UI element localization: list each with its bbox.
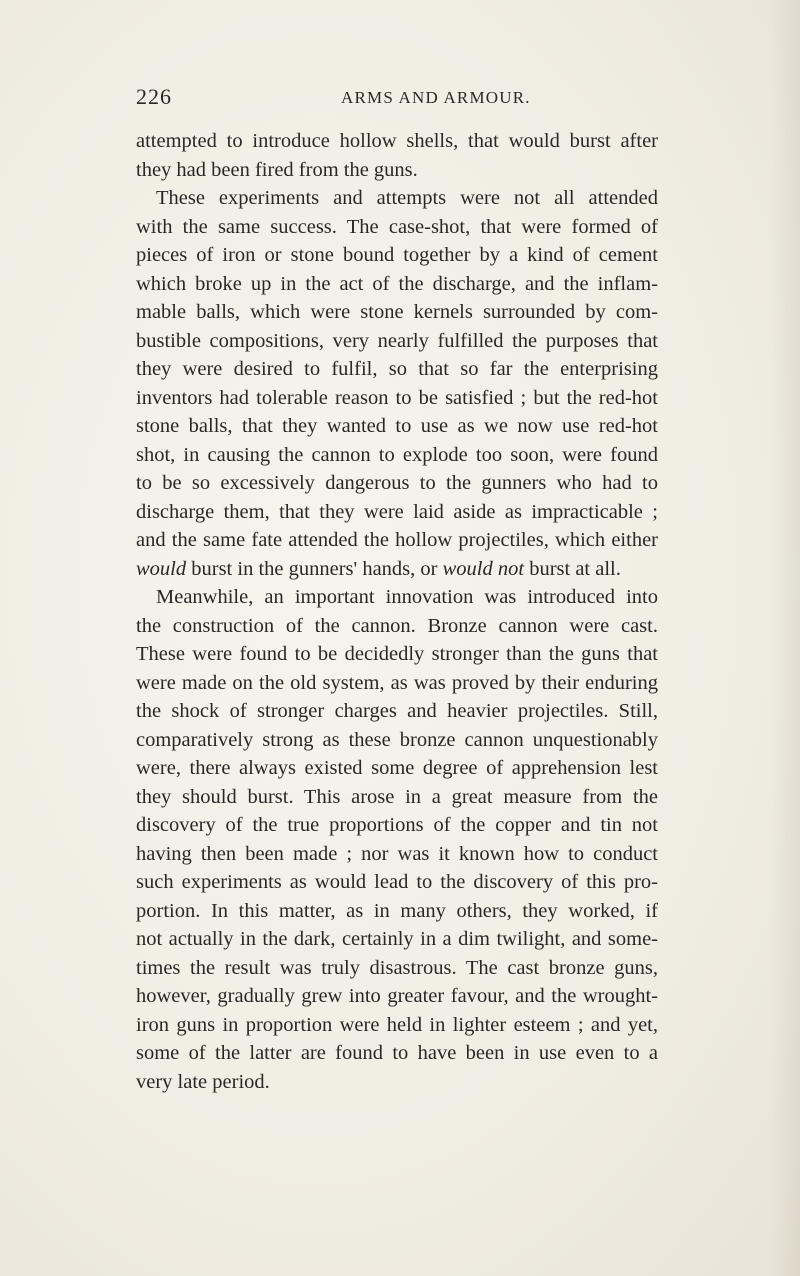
- text-line: stone balls, that they wanted to use as we now use red-hot: [136, 415, 658, 437]
- text-line: the shock of stronger charges and heavier projectiles. Still,: [136, 700, 658, 722]
- body-text: [136, 127, 658, 1096]
- text-line: not actually in the dark, certainly in a dim twilight, and some-: [136, 928, 658, 950]
- text-run: burst at all.: [524, 557, 621, 580]
- text-line: the construction of the cannon. Bronze cannon were cast.: [136, 614, 658, 637]
- text-line: comparatively strong as these bronze cannon unquestionably: [136, 728, 658, 751]
- text-line: bustible compositions, very nearly fulfilled the purposes that: [136, 329, 658, 352]
- text-line: iron guns in proportion were held in lighter esteem ; and yet,: [136, 1013, 658, 1036]
- text-line: portion. In this matter, as in many others, they worked, if: [136, 899, 658, 922]
- text-line: having then been made ; nor was it known how to conduct: [136, 842, 658, 865]
- text-line: they were desired to fulfil, so that so far the enterprising: [136, 358, 658, 380]
- text-line: These were found to be decidedly stronger than the guns that: [136, 643, 658, 665]
- text-line: were, there always existed some degree of apprehension lest: [136, 757, 658, 779]
- text-line: attempted to introduce hollow shells, that would burst after: [136, 130, 658, 152]
- text-line: however, gradually grew into greater favour, and the wrought-: [136, 985, 658, 1007]
- italic-word: would: [136, 557, 187, 580]
- text-line: These experiments and attempts were not all attended: [156, 187, 658, 209]
- text-line-mixed: [136, 555, 658, 584]
- text-line: which broke up in the act of the discharge, and the inflam-: [136, 272, 658, 295]
- text-line: were made on the old system, as was proved by their enduring: [136, 671, 658, 694]
- text-line: discovery of the true proportions of the copper and tin not: [136, 814, 658, 836]
- text-line: pieces of iron or stone bound together by a kind of cement: [136, 244, 658, 266]
- text-line: Meanwhile, an important innovation was introduced into: [156, 586, 658, 608]
- italic-phrase: would not: [442, 557, 525, 580]
- text-line: times the result was truly disastrous. The cast bronze guns,: [136, 956, 658, 979]
- running-head: ARMS AND ARMOUR.: [341, 88, 531, 107]
- text-line: they had been fired from the guns.: [136, 158, 418, 181]
- text-line: very late period.: [136, 1070, 270, 1093]
- page-edge-shadow: [770, 0, 800, 1276]
- page-number: 226: [136, 84, 172, 109]
- text-line: to be so excessively dangerous to the gunners who had to: [136, 472, 658, 494]
- text-run: burst in the gunners' hands, or: [186, 557, 443, 580]
- text-line: and the same fate attended the hollow projectiles, which either: [136, 529, 658, 551]
- page-header: [136, 84, 656, 110]
- text-line: they should burst. This arose in a great measure from the: [136, 785, 658, 808]
- text-line: inventors had tolerable reason to be satisfied ; but the red-hot: [136, 386, 658, 409]
- text-line: mable balls, which were stone kernels surrounded by com-: [136, 301, 658, 323]
- text-line: shot, in causing the cannon to explode too soon, were found: [136, 443, 658, 466]
- text-line: with the same success. The case-shot, that were formed of: [136, 215, 658, 238]
- text-line: some of the latter are found to have been in use even to a: [136, 1042, 658, 1064]
- text-line: discharge them, that they were laid aside as impracticable ;: [136, 500, 658, 523]
- text-line: such experiments as would lead to the discovery of this pro-: [136, 871, 658, 893]
